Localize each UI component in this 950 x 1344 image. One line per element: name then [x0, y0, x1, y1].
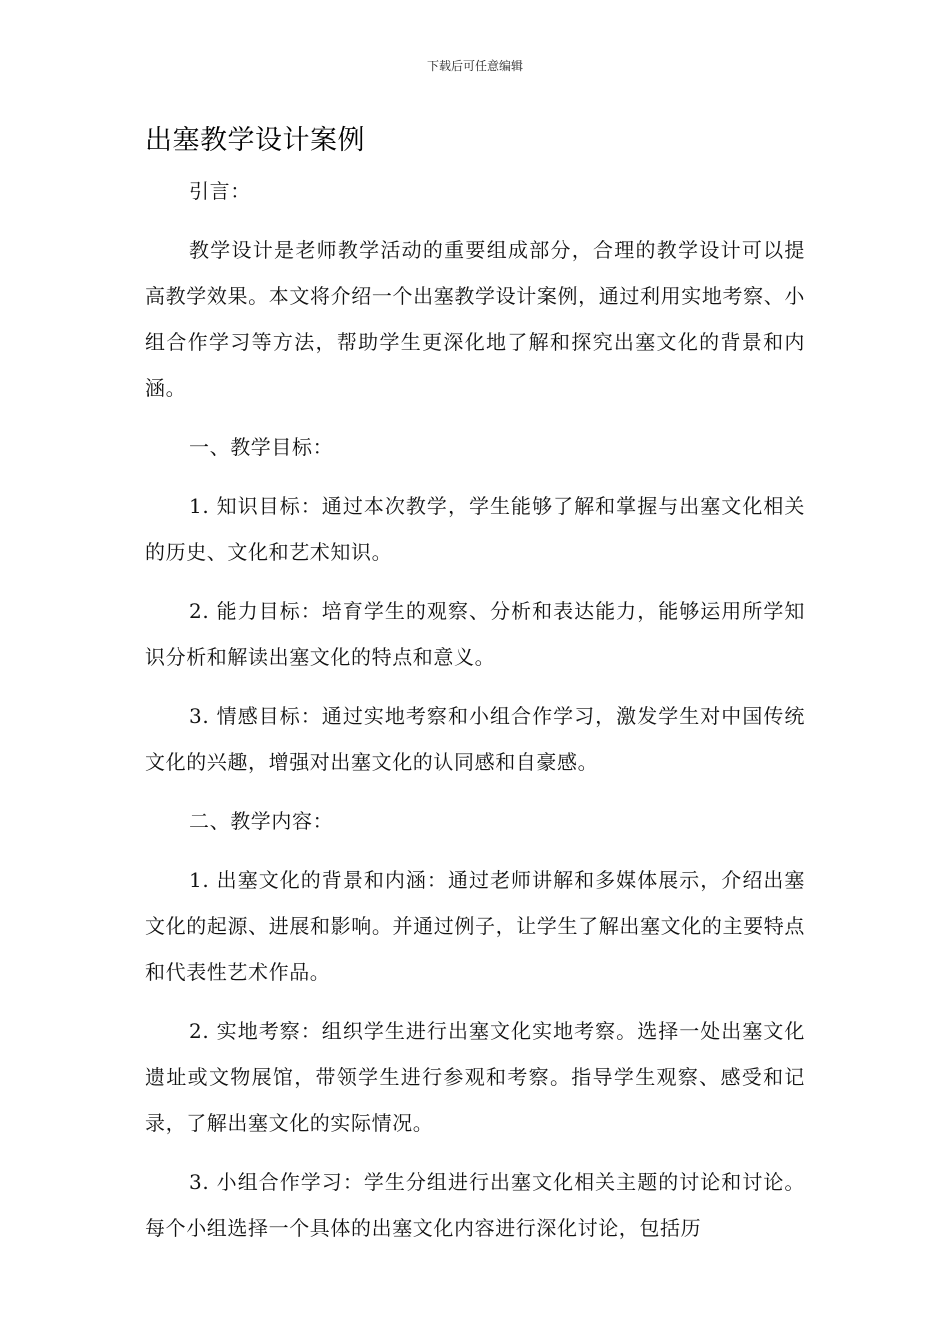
paragraph-content-background: 1. 出塞文化的背景和内涵：通过老师讲解和多媒体展示，介绍出塞文化的起源、进展和影响。并通过例子，让学生了解出塞文化的主要特点和代表性艺术作品。 [145, 868, 805, 984]
document-title: 出塞教学设计案例 [145, 125, 365, 156]
paragraph-goal-ability: 2. 能力目标：培育学生的观察、分析和表达能力，能够运用所学知识分析和解读出塞文化的特点和意义。 [145, 599, 805, 669]
document-body [145, 168, 805, 1264]
heading-teaching-goals: 一、教学目标： [189, 435, 334, 459]
paragraph-content-group-study: 3. 小组合作学习：学生分组进行出塞文化相关主题的讨论和讨论。每个小组选择一个具体的出塞文化内容进行深化讨论，包括历 [145, 1170, 805, 1240]
paragraph-content-field-trip: 2. 实地考察：组织学生进行出塞文化实地考察。选择一处出塞文化遗址或文物展馆，带领学生进行参观和考察。指导学生观察、感受和记录，了解出塞文化的实际情况。 [145, 1019, 805, 1135]
paragraph-intro: 教学设计是老师教学活动的重要组成部分，合理的教学设计可以提高教学效果。本文将介绍一个出塞教学设计案例，通过利用实地考察、小组合作学习等方法，帮助学生更深化地了解和探究出塞文化的背景和内涵。 [145, 238, 805, 400]
paragraph-goal-knowledge: 1. 知识目标：通过本次教学，学生能够了解和掌握与出塞文化相关的历史、文化和艺术知识。 [145, 494, 805, 564]
paragraph-goal-emotion: 3. 情感目标：通过实地考察和小组合作学习，激发学生对中国传统文化的兴趣，增强对出塞文化的认同感和自豪感。 [145, 704, 805, 774]
heading-teaching-content: 二、教学内容： [189, 809, 334, 833]
header-note: 下载后可任意编辑 [426, 59, 523, 73]
paragraph-intro-label: 引言： [189, 179, 251, 203]
